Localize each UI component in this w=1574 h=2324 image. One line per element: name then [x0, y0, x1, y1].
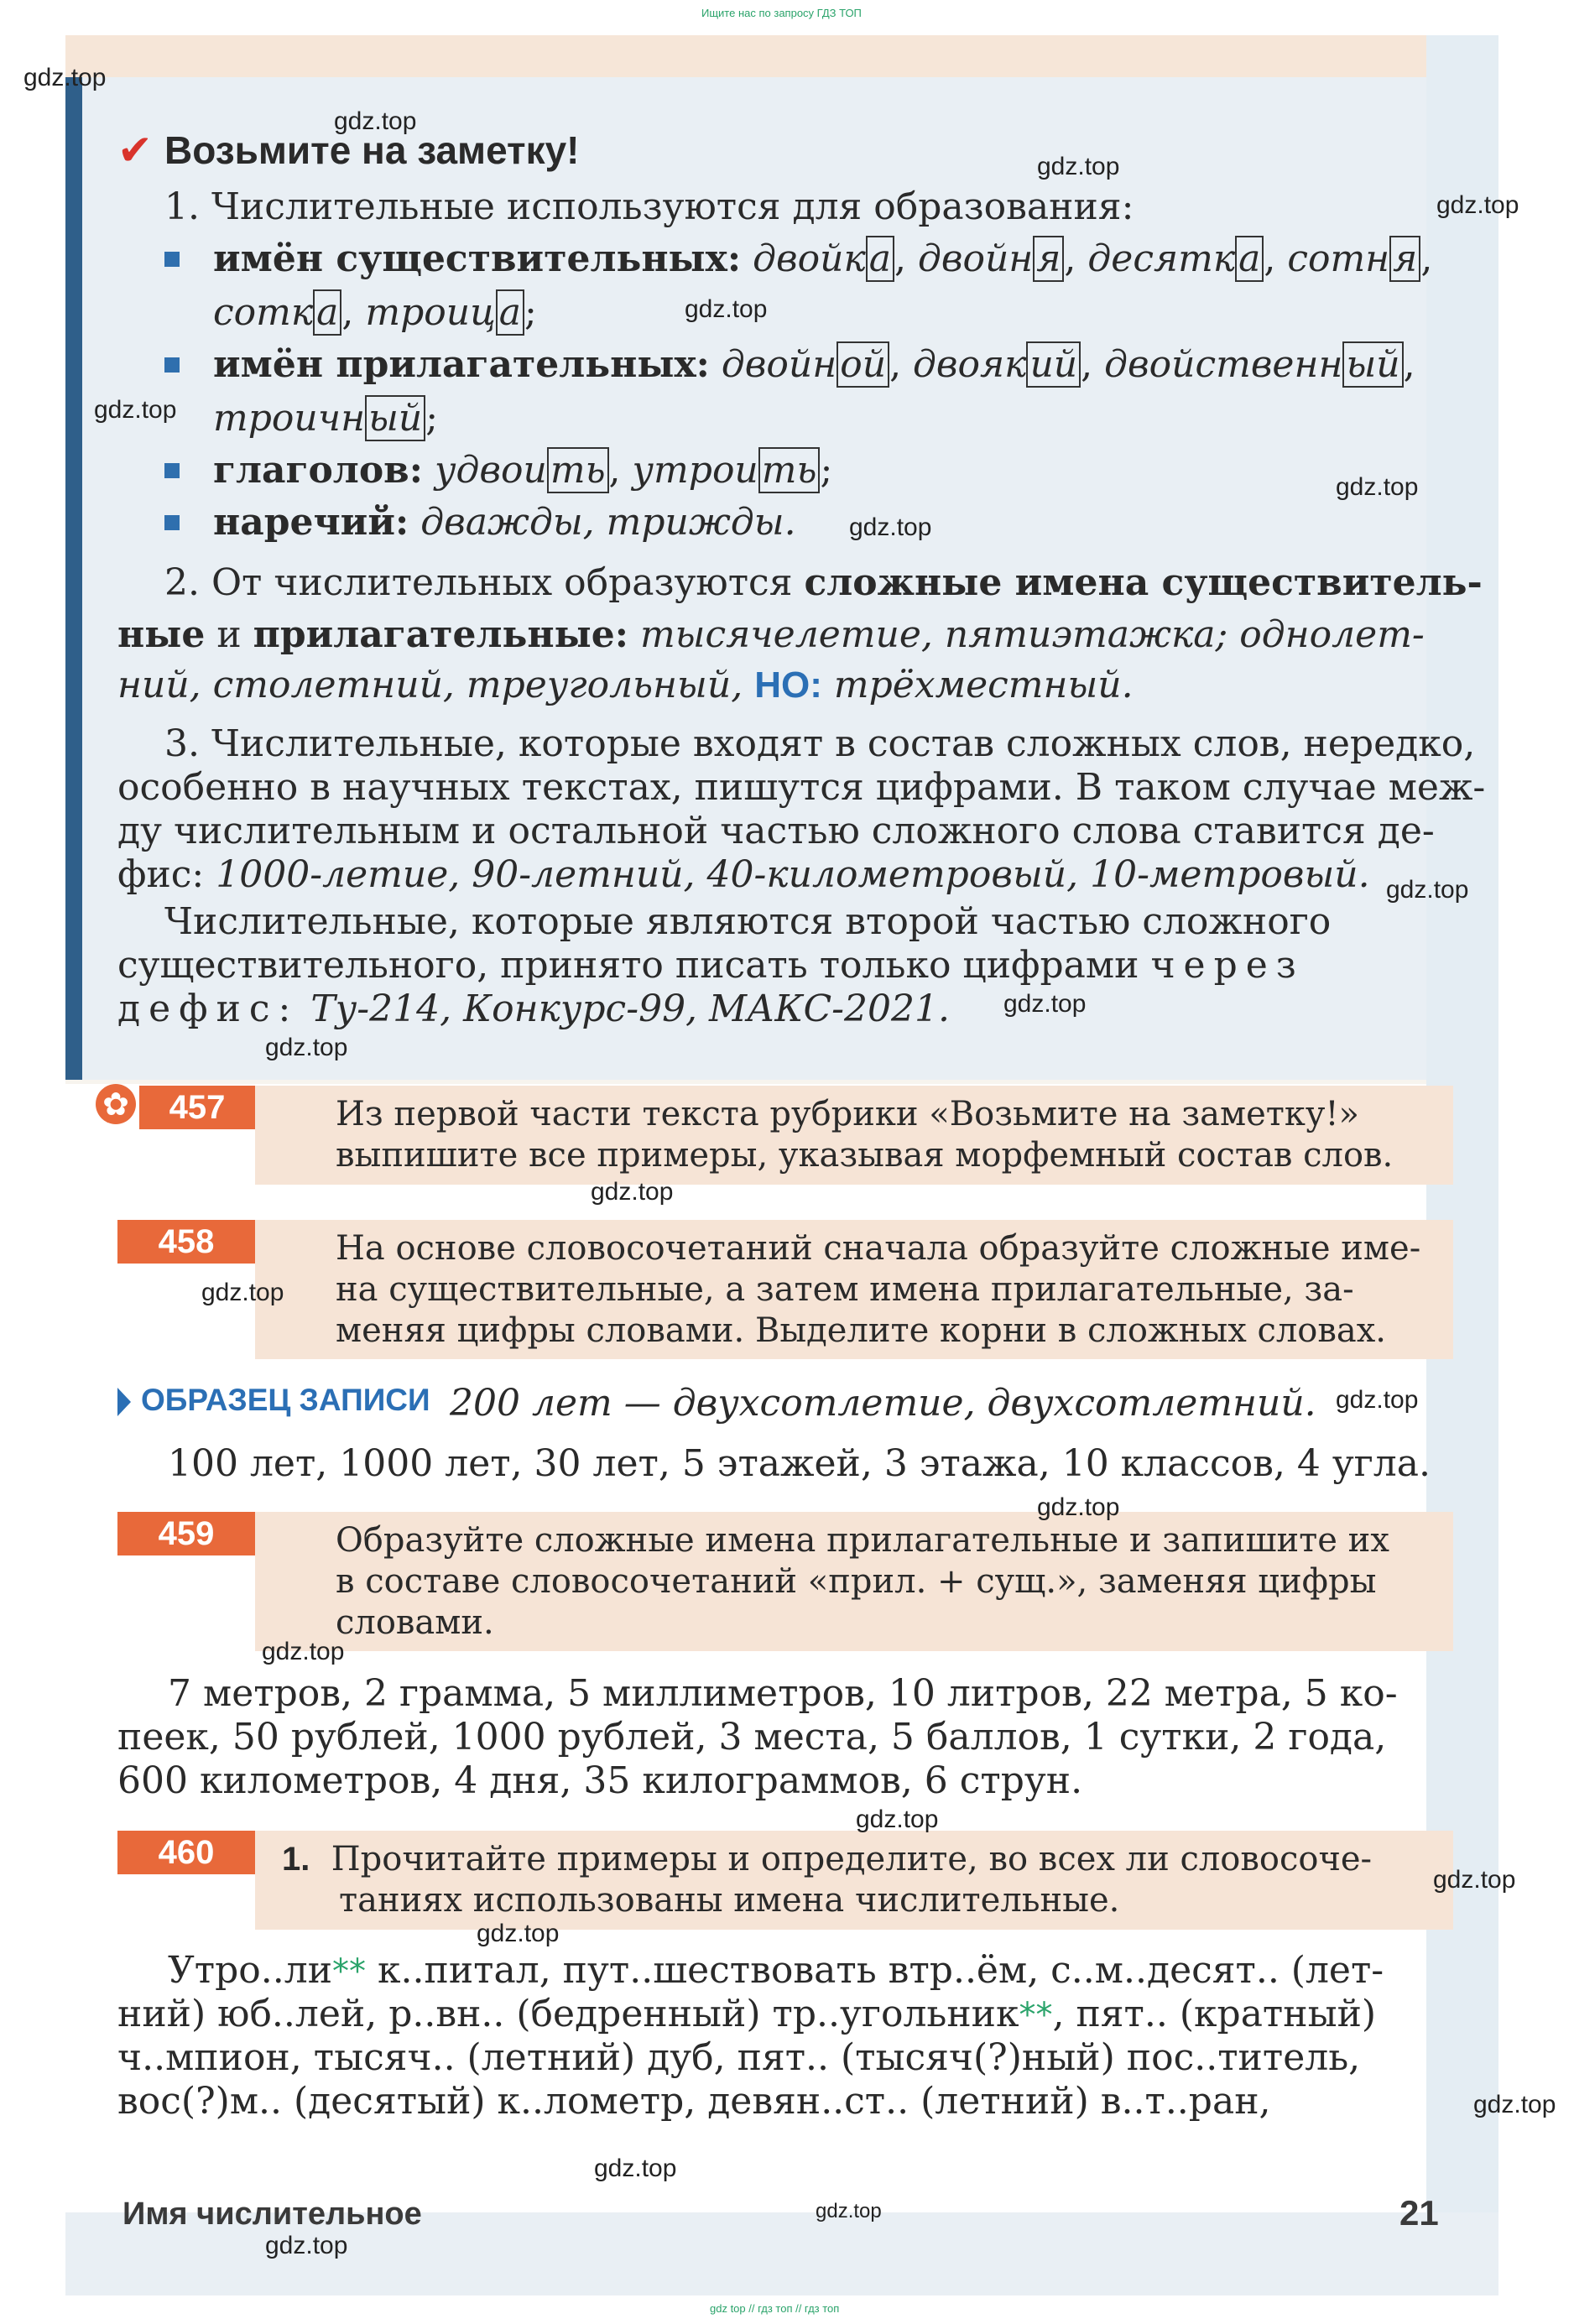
task-457-line: Из первой части текста рубрики «Возьмите на заметку!»	[336, 1095, 1359, 1133]
watermark: gdz.top	[849, 513, 932, 541]
note-p3-line3: ду числительным и остальной частью сложного слова ставится де-	[117, 810, 1435, 852]
arrow-right-icon	[117, 1388, 131, 1416]
watermark: gdz.top	[1037, 153, 1120, 180]
note-p2-line2: ные и прилагательные: тысячелетие, пятиэтажка; однолет-	[117, 613, 1425, 656]
note-p3-line4: фис: 1000-летие, 90-летний, 40-километровый, 10-метровый.	[117, 853, 1370, 896]
top-band	[65, 35, 1498, 77]
note-p2-line1: 2. От числительных образуются сложные имена существитель-	[164, 561, 1483, 604]
watermark: gdz.top	[262, 1638, 345, 1665]
watermark: gdz.top	[1386, 876, 1469, 904]
task-460-text-4: вос(?)м.. (десятый) к..лометр, девян..ст.. (летний) в..т..ран,	[117, 2080, 1271, 2123]
task-459-badge: 459	[117, 1512, 255, 1555]
note-p1-title: 1. Числительные используются для образования:	[164, 185, 1134, 228]
note-p4-line2: существительного, принято писать только цифрами через	[117, 944, 1305, 987]
watermark: gdz.top	[1336, 473, 1419, 501]
watermark: gdz.top	[23, 64, 107, 91]
task-458-line: На основе словосочетаний сначала образуйте сложные име-	[336, 1229, 1421, 1268]
watermark: gdz.top	[477, 1920, 560, 1947]
task-459-words-3: 600 километров, 4 дня, 35 килограммов, 6 струн.	[117, 1759, 1083, 1802]
check-icon: ✔	[117, 126, 153, 175]
watermark: gdz.top	[265, 1034, 348, 1061]
task-458-words: 100 лет, 1000 лет, 30 лет, 5 этажей, 3 этажа, 10 классов, 4 угла.	[168, 1442, 1431, 1485]
note-adv-line: наречий: дважды, трижды.	[213, 501, 796, 544]
bottom-caption: gdz top // гдз топ // гдз топ	[710, 2302, 840, 2315]
task-459-words-1: 7 метров, 2 грамма, 5 миллиметров, 10 литров, 22 метра, 5 ко-	[168, 1672, 1398, 1715]
task-459-words-2: пеек, 50 рублей, 1000 рублей, 3 места, 5 баллов, 1 сутки, 2 года,	[117, 1716, 1387, 1759]
task-459-line: Образуйте сложные имена прилагательные и запишите их	[336, 1521, 1389, 1560]
note-p3-line2: особенно в научных текстах, пишутся цифрами. В таком случае меж-	[117, 766, 1486, 809]
task-460-text-1: Утро..ли** к..питал, пут..шествовать втр..ём, с..м..десят.. (лет-	[168, 1949, 1384, 1992]
task-458-line: на существительные, а затем имена прилагательные, за-	[336, 1270, 1354, 1309]
task-459	[255, 1512, 1453, 1651]
top-caption: Ищите нас по запросу ГДЗ ТОП	[701, 7, 862, 19]
sample-text: 200 лет — двухсотлетие, двухсотлетний.	[450, 1382, 1316, 1425]
note-p2-line3: ний, столетний, треугольный, НО: трёхместный.	[117, 664, 1134, 706]
task-457-badge: 457	[139, 1086, 255, 1129]
watermark: gdz.top	[1473, 2091, 1556, 2118]
note-adj-line-2: троичный;	[213, 397, 439, 440]
watermark: gdz.top	[816, 2200, 882, 2222]
task-457	[255, 1086, 1453, 1185]
sample-label: ОБРАЗЕЦ ЗАПИСИ	[141, 1383, 430, 1417]
task-458-badge: 458	[117, 1220, 255, 1264]
note-heading: Возьмите на заметку!	[164, 128, 580, 172]
watermark: gdz.top	[591, 1178, 674, 1206]
watermark: gdz.top	[1436, 191, 1519, 219]
task-460	[255, 1831, 1453, 1930]
bullet-icon	[164, 515, 180, 530]
task-460-badge: 460	[117, 1831, 255, 1874]
task-457-line: выпишите все примеры, указывая морфемный состав слов.	[336, 1136, 1394, 1175]
watermark: gdz.top	[685, 295, 768, 323]
watermark: gdz.top	[1003, 990, 1087, 1018]
task-459-line: словами.	[336, 1603, 494, 1642]
watermark: gdz.top	[1433, 1866, 1516, 1894]
task-458-line: меняя цифры словами. Выделите корни в сложных словах.	[336, 1311, 1387, 1350]
note-verb-line: глаголов: удвоить, утроить;	[213, 449, 833, 492]
bullet-icon	[164, 252, 180, 267]
page-number: 21	[1399, 2193, 1439, 2233]
watermark: gdz.top	[1336, 1386, 1419, 1414]
star-icon: ✿	[96, 1084, 136, 1124]
task-460-text-2: ний) юб..лей, р..вн.. (бедренный) тр..угольник**, пят.. (кратный)	[117, 1993, 1377, 2035]
task-458	[255, 1220, 1453, 1359]
watermark: gdz.top	[856, 1806, 939, 1833]
task-460-text-3: ч..мпион, тысяч.. (летний) дуб, пят.. (тысяч(?)ный) пос..титель,	[117, 2036, 1361, 2079]
note-noun-line-2: сотка, троица;	[213, 291, 537, 334]
task-460-line: 1. Прочитайте примеры и определите, во всех ли словосоче-	[282, 1840, 1373, 1878]
watermark: gdz.top	[334, 107, 417, 135]
task-460-line: таниях использованы имена числительные.	[339, 1881, 1120, 1920]
watermark: gdz.top	[94, 396, 177, 424]
note-noun-line: имён существительных: двойка, двойня, десятка, сотня,	[213, 237, 1433, 280]
watermark: gdz.top	[1037, 1493, 1120, 1521]
task-459-line: в составе словосочетаний «прил. + сущ.», заменяя цифры	[336, 1562, 1377, 1601]
bullet-icon	[164, 463, 180, 478]
note-p4-line3: дефис: Ту-214, Конкурс-99, МАКС-2021.	[117, 987, 950, 1030]
note-p3-line1: 3. Числительные, которые входят в состав сложных слов, нередко,	[164, 722, 1476, 765]
bullet-icon	[164, 357, 180, 373]
footer-section-title: Имя числительное	[122, 2196, 422, 2232]
watermark: gdz.top	[265, 2232, 348, 2259]
note-adj-line: имён прилагательных: двойной, двоякий, двойственный,	[213, 343, 1415, 386]
watermark: gdz.top	[201, 1279, 284, 1306]
note-p4-line1: Числительные, которые являются второй частью сложного	[164, 900, 1332, 943]
watermark: gdz.top	[594, 2155, 677, 2182]
